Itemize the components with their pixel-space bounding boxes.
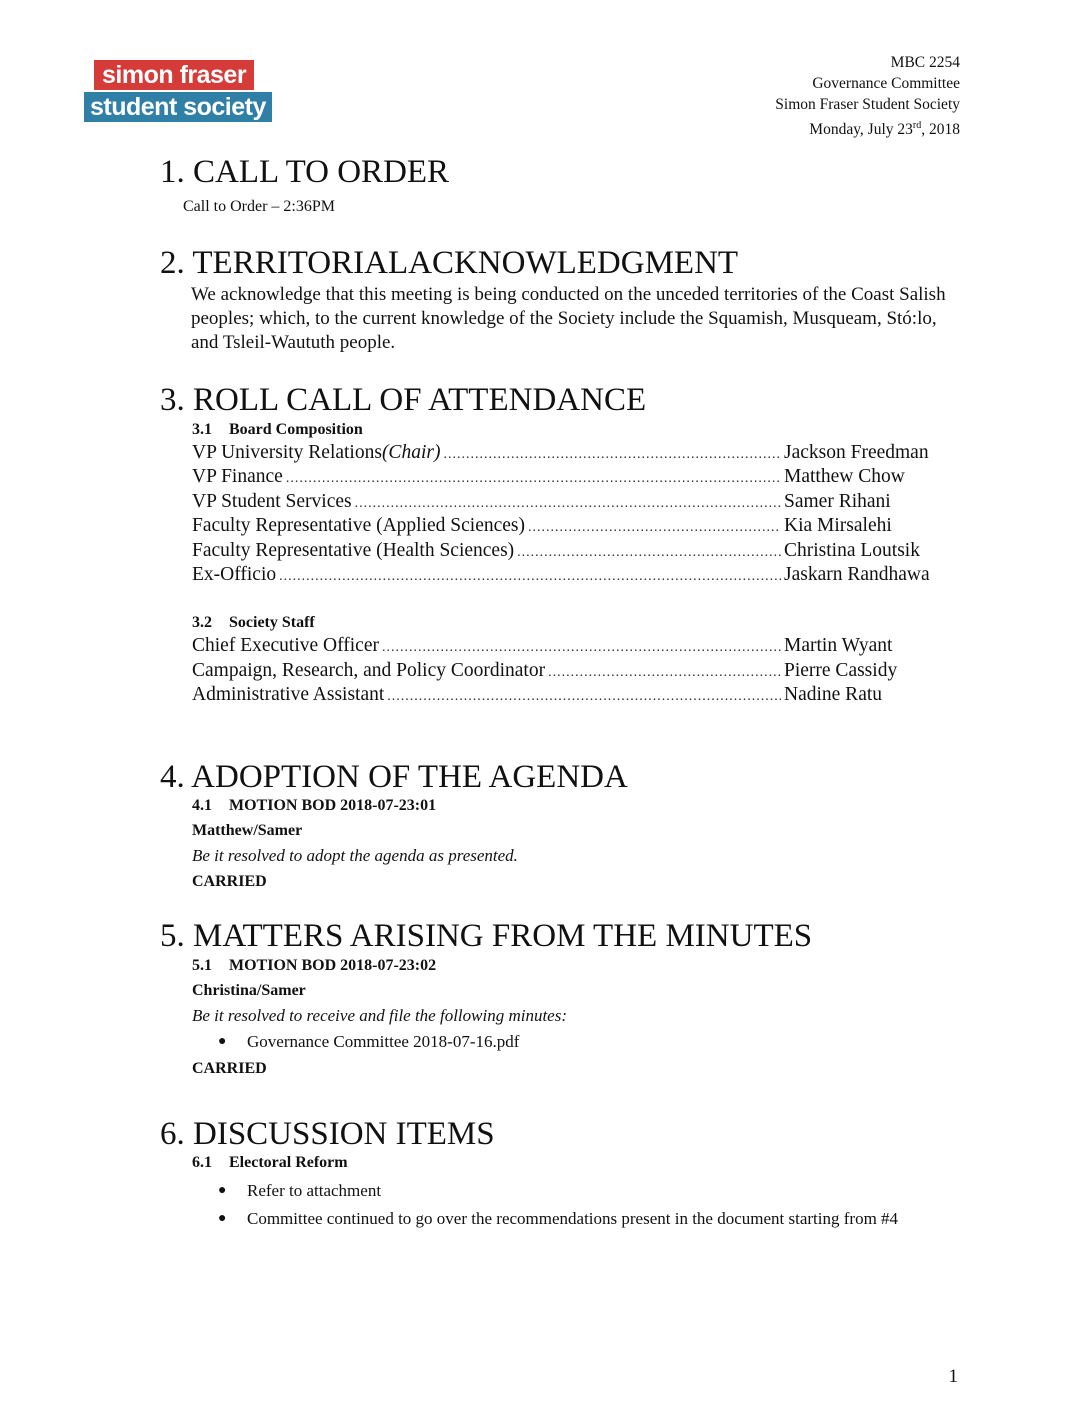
board-composition-subheading: 3.1 Board Composition bbox=[192, 421, 363, 438]
attendance-row: VP Finance ..... Matthew Chow bbox=[192, 465, 952, 489]
attendance-row: Chief Executive Officer ..... Martin Wyant bbox=[192, 634, 952, 658]
motion-5-1-movers: Christina/Samer bbox=[192, 982, 306, 999]
sfss-logo bbox=[84, 60, 268, 126]
motion-5-1-result: CARRIED bbox=[192, 1060, 267, 1077]
motion-4-1-movers: Matthew/Samer bbox=[192, 822, 303, 839]
organization-name: Simon Fraser Student Society bbox=[775, 96, 960, 113]
meeting-header bbox=[775, 52, 960, 140]
attendance-row: VP University Relations (Chair) ..... Jackson Freedman bbox=[192, 441, 952, 465]
list-item: ● Committee continued to go over the recommendations present in the document starting from #4 bbox=[218, 1209, 899, 1228]
section-discussion-heading: 6. DISCUSSION ITEMS bbox=[160, 1116, 495, 1152]
meeting-date: Monday, July 23rd, 2018 bbox=[809, 120, 960, 139]
motion-4-1-result: CARRIED bbox=[192, 873, 267, 890]
attendance-row: VP Student Services ..... Samer Rihani bbox=[192, 490, 952, 514]
motion-4-1-title: 4.1 MOTION BOD 2018-07-23:01 bbox=[192, 797, 437, 814]
motion-5-1-resolution: Be it resolved to receive and file the following minutes: bbox=[192, 1006, 568, 1025]
list-item: ● Refer to attachment bbox=[218, 1181, 382, 1200]
page-number: 1 bbox=[948, 1366, 958, 1387]
section-matters-arising-heading: 5. MATTERS ARISING FROM THE MINUTES bbox=[160, 918, 813, 954]
discussion-6-1-title: 6.1 Electoral Reform bbox=[192, 1154, 348, 1171]
logo-line-2: student society bbox=[84, 92, 272, 122]
list-item: ● Governance Committee 2018-07-16.pdf bbox=[218, 1032, 520, 1051]
attendance-row: Ex-Officio ..... Jaskarn Randhawa bbox=[192, 563, 952, 587]
section-roll-call-heading: 3. ROLL CALL OF ATTENDANCE bbox=[160, 382, 647, 418]
attendance-row: Faculty Representative (Health Sciences) ..... Christina Loutsik bbox=[192, 539, 952, 563]
committee-name: Governance Committee bbox=[812, 75, 960, 92]
society-staff-subheading: 3.2 Society Staff bbox=[192, 614, 315, 631]
meeting-room: MBC 2254 bbox=[890, 54, 960, 71]
section-territorial-heading: 2. TERRITORIALACKNOWLEDGMENT bbox=[160, 245, 739, 281]
motion-4-1-resolution: Be it resolved to adopt the agenda as presented. bbox=[192, 846, 518, 865]
attendance-row: Faculty Representative (Applied Sciences) ..... Kia Mirsalehi bbox=[192, 514, 952, 538]
logo-line-1: simon fraser bbox=[94, 60, 254, 90]
call-to-order-text: Call to Order – 2:36PM bbox=[183, 198, 335, 215]
motion-5-1-title: 5.1 MOTION BOD 2018-07-23:02 bbox=[192, 957, 437, 974]
section-call-to-order-heading: 1. CALL TO ORDER bbox=[160, 154, 450, 190]
territorial-acknowledgment-text: We acknowledge that this meeting is being conducted on the unceded territories of the Coast Salish peoples; which, to the current knowledge of the Society include the Squamish, Musqueam, Stó:lo, and Tsleil-Waututh people. bbox=[191, 284, 946, 353]
attendance-row: Campaign, Research, and Policy Coordinator ..... Pierre Cassidy bbox=[192, 659, 952, 683]
section-adoption-heading: 4. ADOPTION OF THE AGENDA bbox=[160, 759, 628, 795]
attendance-row: Administrative Assistant ..... Nadine Ratu bbox=[192, 683, 952, 707]
